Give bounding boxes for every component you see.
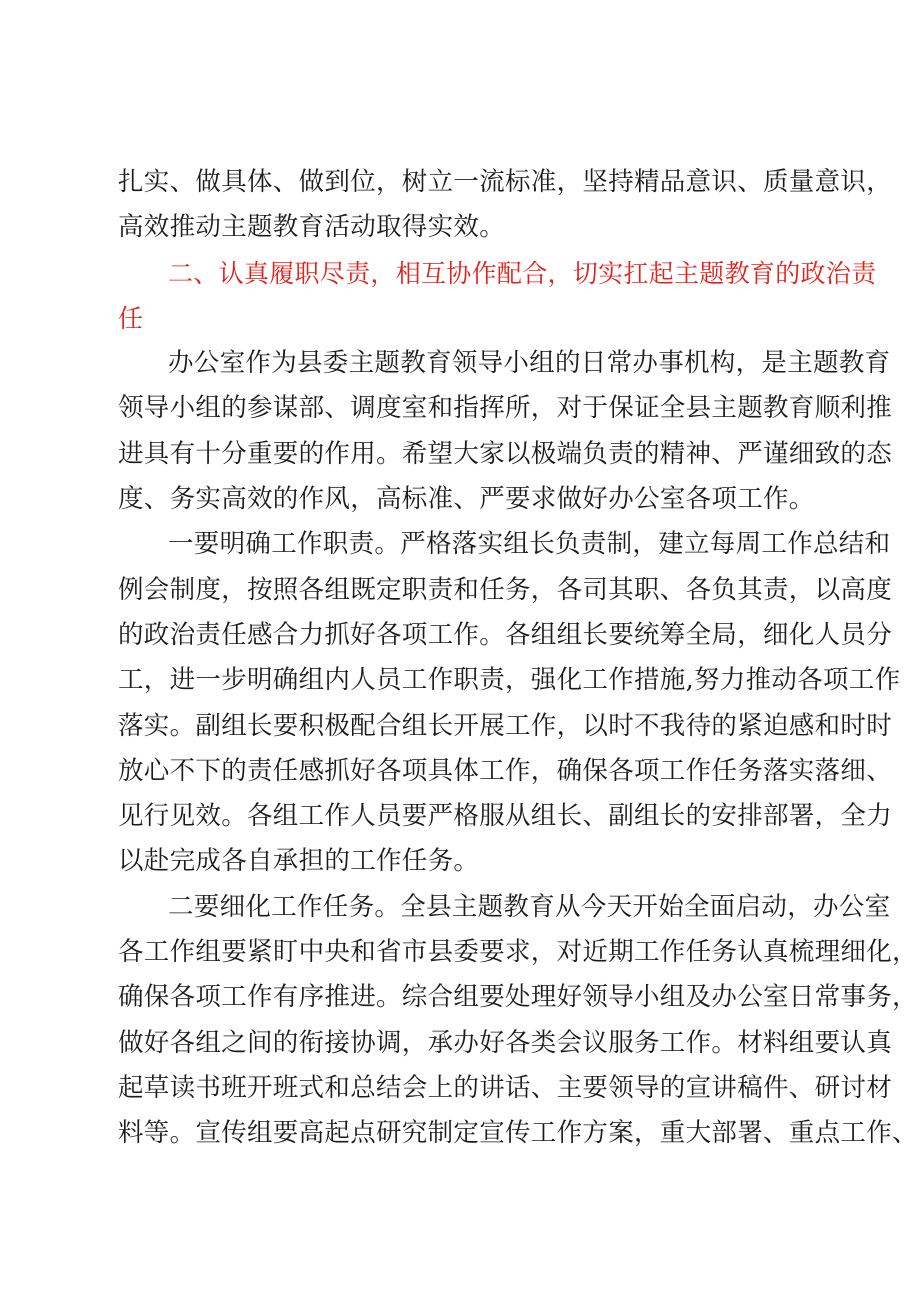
continuation-paragraph	[118, 160, 893, 251]
text-line: 一要明确工作职责。严格落实组长负责制，建立每周工作总结和	[168, 529, 891, 560]
body-paragraph-2	[118, 522, 901, 884]
text-line: 高效推动主题教育活动取得实效。	[118, 212, 506, 243]
body-paragraph-3	[118, 885, 918, 1157]
body-paragraph-1	[118, 341, 893, 522]
heading-line: 二、认真履职尽责，相互协作配合，切实扛起主题教育的政治责	[168, 258, 877, 288]
text-line: 料等。宣传组要高起点研究制定宣传工作方案，重大部署、重点工作、	[118, 1118, 918, 1149]
section-heading	[118, 251, 877, 342]
text-line: 起草读书班开班式和总结会上的讲话、主要领导的宣讲稿件、研讨材	[118, 1072, 893, 1103]
text-line: 二要细化工作任务。全县主题教育从今天开始全面启动，办公室	[168, 891, 891, 922]
text-line: 做好各组之间的衔接协调，承办好各类会议服务工作。材料组要认真	[118, 1027, 893, 1058]
heading-line: 任	[118, 303, 144, 333]
text-line: 见行见效。各组工作人员要严格服从组长、副组长的安排部署，全力	[118, 801, 893, 832]
text-line: 落实。副组长要积极配合组长开展工作，以时不我待的紧迫感和时时	[118, 710, 893, 741]
text-line: 例会制度，按照各组既定职责和任务，各司其职、各负其责，以高度	[118, 574, 893, 605]
text-line: 放心不下的责任感抓好各项具体工作，确保各项工作任务落实落细、	[118, 755, 893, 786]
text-line: 以赴完成各自承担的工作任务。	[118, 846, 480, 877]
text-line: 进具有十分重要的作用。希望大家以极端负责的精神、严谨细致的态	[118, 438, 893, 469]
text-line: 办公室作为县委主题教育领导小组的日常办事机构，是主题教育	[168, 348, 891, 379]
text-line: 各工作组要紧盯中央和省市县委要求，对近期工作任务认真梳理细化，	[118, 937, 918, 968]
text-line: 确保各项工作有序推进。综合组要处理好领导小组及办公室日常事务，	[118, 982, 918, 1013]
text-line: 工，进一步明确组内人员工作职责，强化工作措施,努力推动各项工作	[118, 665, 901, 696]
text-line: 扎实、做具体、做到位，树立一流标准，坚持精品意识、质量意识，	[118, 167, 893, 197]
text-line: 度、务实高效的作风，高标准、严要求做好办公室各项工作。	[118, 484, 815, 515]
document-page	[118, 160, 918, 1157]
text-line: 的政治责任感合力抓好各项工作。各组组长要统筹全局，细化人员分	[118, 619, 893, 650]
text-line: 领导小组的参谋部、调度室和指挥所，对于保证全县主题教育顺利推	[118, 393, 893, 424]
